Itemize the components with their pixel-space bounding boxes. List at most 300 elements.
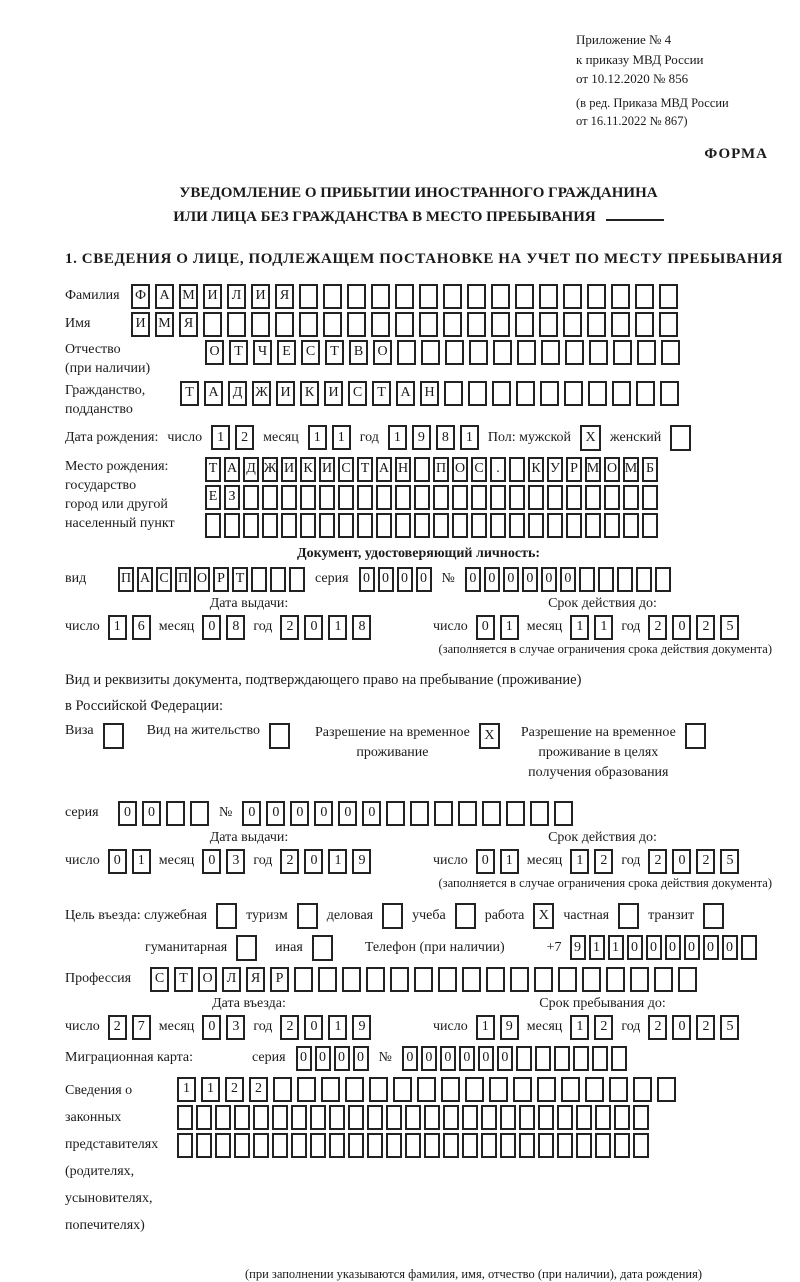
char-cell[interactable]: [196, 1133, 212, 1158]
transit-checkbox[interactable]: [703, 903, 724, 929]
char-cell[interactable]: [528, 485, 544, 510]
char-cell[interactable]: [539, 284, 558, 309]
char-cell[interactable]: 0: [478, 1046, 494, 1071]
char-cell[interactable]: [538, 1105, 554, 1130]
char-cell[interactable]: [203, 312, 222, 337]
char-cell[interactable]: 2: [696, 849, 715, 874]
female-checkbox[interactable]: [670, 425, 691, 451]
char-cell[interactable]: [366, 967, 385, 992]
char-cell[interactable]: [534, 967, 553, 992]
char-cell[interactable]: [272, 1105, 288, 1130]
char-cell[interactable]: 0: [476, 849, 495, 874]
char-cell[interactable]: [367, 1133, 383, 1158]
char-cell[interactable]: К: [300, 457, 316, 482]
char-cell[interactable]: [513, 1077, 532, 1102]
char-cell[interactable]: [517, 340, 536, 365]
char-cell[interactable]: 1: [328, 849, 347, 874]
char-cell[interactable]: [618, 903, 639, 929]
char-cell[interactable]: 8: [226, 615, 245, 640]
char-cell[interactable]: [642, 513, 658, 538]
char-cell[interactable]: 0: [522, 567, 538, 592]
char-cell[interactable]: [490, 513, 506, 538]
char-cell[interactable]: Т: [232, 567, 248, 592]
char-cell[interactable]: 3: [226, 1015, 245, 1040]
char-cell[interactable]: 1: [570, 1015, 589, 1040]
char-cell[interactable]: 0: [722, 935, 738, 960]
char-cell[interactable]: 1: [570, 849, 589, 874]
char-cell[interactable]: 1: [608, 935, 624, 960]
char-cell[interactable]: Е: [205, 485, 221, 510]
char-cell[interactable]: [530, 801, 549, 826]
char-cell[interactable]: 0: [304, 849, 323, 874]
char-cell[interactable]: О: [604, 457, 620, 482]
char-cell[interactable]: [595, 1105, 611, 1130]
char-cell[interactable]: [443, 284, 462, 309]
char-cell[interactable]: 1: [476, 1015, 495, 1040]
char-cell[interactable]: 5: [720, 1015, 739, 1040]
char-cell[interactable]: [609, 1077, 628, 1102]
char-cell[interactable]: [414, 967, 433, 992]
char-cell[interactable]: А: [204, 381, 223, 406]
char-cell[interactable]: [299, 312, 318, 337]
residence-permit-checkbox[interactable]: [269, 723, 290, 749]
char-cell[interactable]: У: [547, 457, 563, 482]
visa-checkbox[interactable]: [103, 723, 124, 749]
char-cell[interactable]: 0: [440, 1046, 456, 1071]
char-cell[interactable]: [557, 1133, 573, 1158]
char-cell[interactable]: 2: [235, 425, 254, 450]
char-cell[interactable]: 0: [315, 1046, 331, 1071]
char-cell[interactable]: 1: [308, 425, 327, 450]
char-cell[interactable]: 5: [720, 615, 739, 640]
char-cell[interactable]: О: [452, 457, 468, 482]
char-cell[interactable]: 0: [560, 567, 576, 592]
char-cell[interactable]: [272, 1133, 288, 1158]
char-cell[interactable]: 0: [314, 801, 333, 826]
char-cell[interactable]: [419, 312, 438, 337]
char-cell[interactable]: [587, 312, 606, 337]
char-cell[interactable]: И: [203, 284, 222, 309]
char-cell[interactable]: [166, 801, 185, 826]
char-cell[interactable]: В: [349, 340, 368, 365]
char-cell[interactable]: [515, 312, 534, 337]
char-cell[interactable]: М: [155, 312, 174, 337]
char-cell[interactable]: [481, 1105, 497, 1130]
char-cell[interactable]: [424, 1105, 440, 1130]
char-cell[interactable]: 1: [460, 425, 479, 450]
char-cell[interactable]: [613, 340, 632, 365]
char-cell[interactable]: Р: [566, 457, 582, 482]
char-cell[interactable]: 2: [108, 1015, 127, 1040]
char-cell[interactable]: [289, 567, 305, 592]
char-cell[interactable]: [576, 1105, 592, 1130]
char-cell[interactable]: 0: [646, 935, 662, 960]
char-cell[interactable]: [347, 312, 366, 337]
char-cell[interactable]: Н: [395, 457, 411, 482]
char-cell[interactable]: [371, 312, 390, 337]
tourism-checkbox[interactable]: [297, 903, 318, 929]
char-cell[interactable]: Б: [642, 457, 658, 482]
char-cell[interactable]: [557, 1105, 573, 1130]
char-cell[interactable]: [397, 340, 416, 365]
char-cell[interactable]: [604, 513, 620, 538]
char-cell[interactable]: [636, 381, 655, 406]
char-cell[interactable]: [338, 485, 354, 510]
char-cell[interactable]: К: [528, 457, 544, 482]
char-cell[interactable]: [614, 1133, 630, 1158]
char-cell[interactable]: О: [198, 967, 217, 992]
char-cell[interactable]: [519, 1105, 535, 1130]
char-cell[interactable]: [661, 340, 680, 365]
char-cell[interactable]: [519, 1133, 535, 1158]
temp-residence-checkbox[interactable]: [479, 723, 500, 749]
char-cell[interactable]: [576, 1133, 592, 1158]
char-cell[interactable]: 0: [202, 1015, 221, 1040]
char-cell[interactable]: [177, 1133, 193, 1158]
char-cell[interactable]: [393, 1077, 412, 1102]
char-cell[interactable]: [510, 967, 529, 992]
char-cell[interactable]: [506, 801, 525, 826]
char-cell[interactable]: [253, 1105, 269, 1130]
char-cell[interactable]: 0: [703, 935, 719, 960]
char-cell[interactable]: 1: [211, 425, 230, 450]
char-cell[interactable]: [243, 513, 259, 538]
char-cell[interactable]: 0: [362, 801, 381, 826]
char-cell[interactable]: [369, 1077, 388, 1102]
char-cell[interactable]: [376, 485, 392, 510]
temp-residence-edu-checkbox[interactable]: [685, 723, 706, 749]
char-cell[interactable]: [312, 935, 333, 961]
char-cell[interactable]: [660, 381, 679, 406]
char-cell[interactable]: [462, 967, 481, 992]
char-cell[interactable]: [657, 1077, 676, 1102]
char-cell[interactable]: [294, 967, 313, 992]
char-cell[interactable]: [357, 513, 373, 538]
char-cell[interactable]: [617, 567, 633, 592]
char-cell[interactable]: 8: [436, 425, 455, 450]
char-cell[interactable]: Я: [246, 967, 265, 992]
char-cell[interactable]: [565, 340, 584, 365]
char-cell[interactable]: [443, 1133, 459, 1158]
char-cell[interactable]: 0: [397, 567, 413, 592]
char-cell[interactable]: [482, 801, 501, 826]
char-cell[interactable]: 0: [334, 1046, 350, 1071]
char-cell[interactable]: [655, 567, 671, 592]
char-cell[interactable]: [395, 513, 411, 538]
char-cell[interactable]: [554, 801, 573, 826]
char-cell[interactable]: [395, 312, 414, 337]
char-cell[interactable]: [540, 381, 559, 406]
char-cell[interactable]: [635, 312, 654, 337]
char-cell[interactable]: И: [281, 457, 297, 482]
char-cell[interactable]: 2: [594, 1015, 613, 1040]
char-cell[interactable]: Т: [357, 457, 373, 482]
char-cell[interactable]: [424, 1133, 440, 1158]
char-cell[interactable]: [633, 1105, 649, 1130]
char-cell[interactable]: А: [155, 284, 174, 309]
char-cell[interactable]: [323, 312, 342, 337]
char-cell[interactable]: [547, 485, 563, 510]
char-cell[interactable]: 0: [503, 567, 519, 592]
char-cell[interactable]: 0: [242, 801, 261, 826]
char-cell[interactable]: [318, 967, 337, 992]
char-cell[interactable]: Т: [325, 340, 344, 365]
char-cell[interactable]: [371, 284, 390, 309]
char-cell[interactable]: 1: [177, 1077, 196, 1102]
char-cell[interactable]: [103, 723, 124, 749]
char-cell[interactable]: [215, 1133, 231, 1158]
char-cell[interactable]: [491, 284, 510, 309]
char-cell[interactable]: [585, 1077, 604, 1102]
other-checkbox[interactable]: [312, 935, 333, 961]
char-cell[interactable]: [462, 1105, 478, 1130]
char-cell[interactable]: [588, 381, 607, 406]
char-cell[interactable]: [685, 723, 706, 749]
char-cell[interactable]: 0: [416, 567, 432, 592]
char-cell[interactable]: Ж: [262, 457, 278, 482]
char-cell[interactable]: [395, 284, 414, 309]
char-cell[interactable]: [458, 801, 477, 826]
char-cell[interactable]: [611, 312, 630, 337]
char-cell[interactable]: [606, 967, 625, 992]
char-cell[interactable]: X: [580, 425, 601, 451]
char-cell[interactable]: 0: [142, 801, 161, 826]
char-cell[interactable]: [300, 513, 316, 538]
char-cell[interactable]: [493, 340, 512, 365]
char-cell[interactable]: 0: [627, 935, 643, 960]
char-cell[interactable]: [471, 513, 487, 538]
char-cell[interactable]: Я: [275, 284, 294, 309]
char-cell[interactable]: 1: [108, 615, 127, 640]
char-cell[interactable]: [338, 513, 354, 538]
char-cell[interactable]: 7: [132, 1015, 151, 1040]
char-cell[interactable]: [566, 485, 582, 510]
char-cell[interactable]: [329, 1133, 345, 1158]
char-cell[interactable]: [348, 1105, 364, 1130]
char-cell[interactable]: П: [118, 567, 134, 592]
char-cell[interactable]: [612, 381, 631, 406]
char-cell[interactable]: 2: [648, 849, 667, 874]
char-cell[interactable]: [481, 1133, 497, 1158]
char-cell[interactable]: [585, 513, 601, 538]
char-cell[interactable]: 1: [332, 425, 351, 450]
char-cell[interactable]: [386, 801, 405, 826]
char-cell[interactable]: [563, 284, 582, 309]
char-cell[interactable]: [386, 1105, 402, 1130]
char-cell[interactable]: [452, 485, 468, 510]
char-cell[interactable]: [196, 1105, 212, 1130]
char-cell[interactable]: 1: [500, 849, 519, 874]
male-checkbox[interactable]: [580, 425, 601, 451]
char-cell[interactable]: [297, 1077, 316, 1102]
char-cell[interactable]: [623, 513, 639, 538]
char-cell[interactable]: 0: [459, 1046, 475, 1071]
char-cell[interactable]: [563, 312, 582, 337]
char-cell[interactable]: [642, 485, 658, 510]
char-cell[interactable]: О: [194, 567, 210, 592]
char-cell[interactable]: [414, 513, 430, 538]
char-cell[interactable]: [382, 903, 403, 929]
char-cell[interactable]: Р: [213, 567, 229, 592]
char-cell[interactable]: 0: [402, 1046, 418, 1071]
char-cell[interactable]: [310, 1105, 326, 1130]
char-cell[interactable]: [414, 457, 430, 482]
char-cell[interactable]: 9: [412, 425, 431, 450]
char-cell[interactable]: [516, 1046, 532, 1071]
char-cell[interactable]: [541, 340, 560, 365]
char-cell[interactable]: [410, 801, 429, 826]
char-cell[interactable]: Ф: [131, 284, 150, 309]
char-cell[interactable]: [329, 1105, 345, 1130]
char-cell[interactable]: [670, 425, 691, 451]
study-checkbox[interactable]: [455, 903, 476, 929]
char-cell[interactable]: [703, 903, 724, 929]
char-cell[interactable]: 1: [500, 615, 519, 640]
char-cell[interactable]: [659, 312, 678, 337]
char-cell[interactable]: 0: [304, 615, 323, 640]
char-cell[interactable]: 0: [665, 935, 681, 960]
char-cell[interactable]: [345, 1077, 364, 1102]
char-cell[interactable]: X: [479, 723, 500, 749]
char-cell[interactable]: 0: [421, 1046, 437, 1071]
char-cell[interactable]: [395, 485, 411, 510]
char-cell[interactable]: [566, 513, 582, 538]
char-cell[interactable]: П: [175, 567, 191, 592]
char-cell[interactable]: [215, 1105, 231, 1130]
char-cell[interactable]: О: [205, 340, 224, 365]
char-cell[interactable]: 2: [280, 615, 299, 640]
char-cell[interactable]: [633, 1077, 652, 1102]
char-cell[interactable]: [595, 1133, 611, 1158]
char-cell[interactable]: И: [251, 284, 270, 309]
char-cell[interactable]: [281, 485, 297, 510]
work-checkbox[interactable]: [533, 903, 554, 929]
char-cell[interactable]: [509, 513, 525, 538]
char-cell[interactable]: [500, 1105, 516, 1130]
char-cell[interactable]: [216, 903, 237, 929]
char-cell[interactable]: [537, 1077, 556, 1102]
char-cell[interactable]: [273, 1077, 292, 1102]
char-cell[interactable]: [455, 903, 476, 929]
char-cell[interactable]: К: [300, 381, 319, 406]
char-cell[interactable]: [357, 485, 373, 510]
char-cell[interactable]: 0: [108, 849, 127, 874]
char-cell[interactable]: [321, 1077, 340, 1102]
char-cell[interactable]: [445, 340, 464, 365]
official-checkbox[interactable]: [216, 903, 237, 929]
char-cell[interactable]: Я: [179, 312, 198, 337]
char-cell[interactable]: [659, 284, 678, 309]
char-cell[interactable]: З: [224, 485, 240, 510]
char-cell[interactable]: Д: [243, 457, 259, 482]
char-cell[interactable]: 0: [465, 567, 481, 592]
char-cell[interactable]: [367, 1105, 383, 1130]
char-cell[interactable]: [538, 1133, 554, 1158]
char-cell[interactable]: С: [150, 967, 169, 992]
business-checkbox[interactable]: [382, 903, 403, 929]
char-cell[interactable]: 2: [648, 615, 667, 640]
char-cell[interactable]: Т: [372, 381, 391, 406]
char-cell[interactable]: [205, 513, 221, 538]
char-cell[interactable]: [637, 340, 656, 365]
char-cell[interactable]: X: [533, 903, 554, 929]
char-cell[interactable]: [452, 513, 468, 538]
char-cell[interactable]: [469, 340, 488, 365]
char-cell[interactable]: [611, 284, 630, 309]
char-cell[interactable]: [492, 381, 511, 406]
char-cell[interactable]: [509, 457, 525, 482]
char-cell[interactable]: [554, 1046, 570, 1071]
char-cell[interactable]: И: [319, 457, 335, 482]
char-cell[interactable]: С: [338, 457, 354, 482]
char-cell[interactable]: 9: [570, 935, 586, 960]
char-cell[interactable]: 3: [226, 849, 245, 874]
char-cell[interactable]: 2: [249, 1077, 268, 1102]
char-cell[interactable]: [490, 485, 506, 510]
char-cell[interactable]: 0: [541, 567, 557, 592]
char-cell[interactable]: [291, 1105, 307, 1130]
char-cell[interactable]: М: [179, 284, 198, 309]
char-cell[interactable]: 0: [476, 615, 495, 640]
char-cell[interactable]: [319, 485, 335, 510]
char-cell[interactable]: П: [433, 457, 449, 482]
char-cell[interactable]: 0: [672, 849, 691, 874]
char-cell[interactable]: [579, 567, 595, 592]
char-cell[interactable]: [444, 381, 463, 406]
char-cell[interactable]: А: [376, 457, 392, 482]
char-cell[interactable]: [528, 513, 544, 538]
char-cell[interactable]: [281, 513, 297, 538]
char-cell[interactable]: [347, 284, 366, 309]
char-cell[interactable]: [592, 1046, 608, 1071]
char-cell[interactable]: Е: [277, 340, 296, 365]
char-cell[interactable]: 2: [225, 1077, 244, 1102]
char-cell[interactable]: О: [373, 340, 392, 365]
char-cell[interactable]: [262, 485, 278, 510]
char-cell[interactable]: [405, 1133, 421, 1158]
char-cell[interactable]: [441, 1077, 460, 1102]
char-cell[interactable]: 2: [594, 849, 613, 874]
char-cell[interactable]: 8: [352, 615, 371, 640]
char-cell[interactable]: 0: [266, 801, 285, 826]
char-cell[interactable]: 6: [132, 615, 151, 640]
char-cell[interactable]: Т: [205, 457, 221, 482]
char-cell[interactable]: 0: [359, 567, 375, 592]
char-cell[interactable]: [236, 935, 257, 961]
char-cell[interactable]: Н: [420, 381, 439, 406]
char-cell[interactable]: 1: [328, 615, 347, 640]
char-cell[interactable]: С: [156, 567, 172, 592]
char-cell[interactable]: [585, 485, 601, 510]
char-cell[interactable]: [516, 381, 535, 406]
char-cell[interactable]: 0: [118, 801, 137, 826]
char-cell[interactable]: [635, 284, 654, 309]
char-cell[interactable]: А: [396, 381, 415, 406]
char-cell[interactable]: 9: [352, 849, 371, 874]
char-cell[interactable]: 1: [594, 615, 613, 640]
char-cell[interactable]: [348, 1133, 364, 1158]
char-cell[interactable]: [433, 513, 449, 538]
char-cell[interactable]: [598, 567, 614, 592]
char-cell[interactable]: [386, 1133, 402, 1158]
char-cell[interactable]: [417, 1077, 436, 1102]
char-cell[interactable]: [227, 312, 246, 337]
char-cell[interactable]: 0: [497, 1046, 513, 1071]
char-cell[interactable]: 2: [280, 1015, 299, 1040]
char-cell[interactable]: 2: [648, 1015, 667, 1040]
char-cell[interactable]: [419, 284, 438, 309]
char-cell[interactable]: [547, 513, 563, 538]
